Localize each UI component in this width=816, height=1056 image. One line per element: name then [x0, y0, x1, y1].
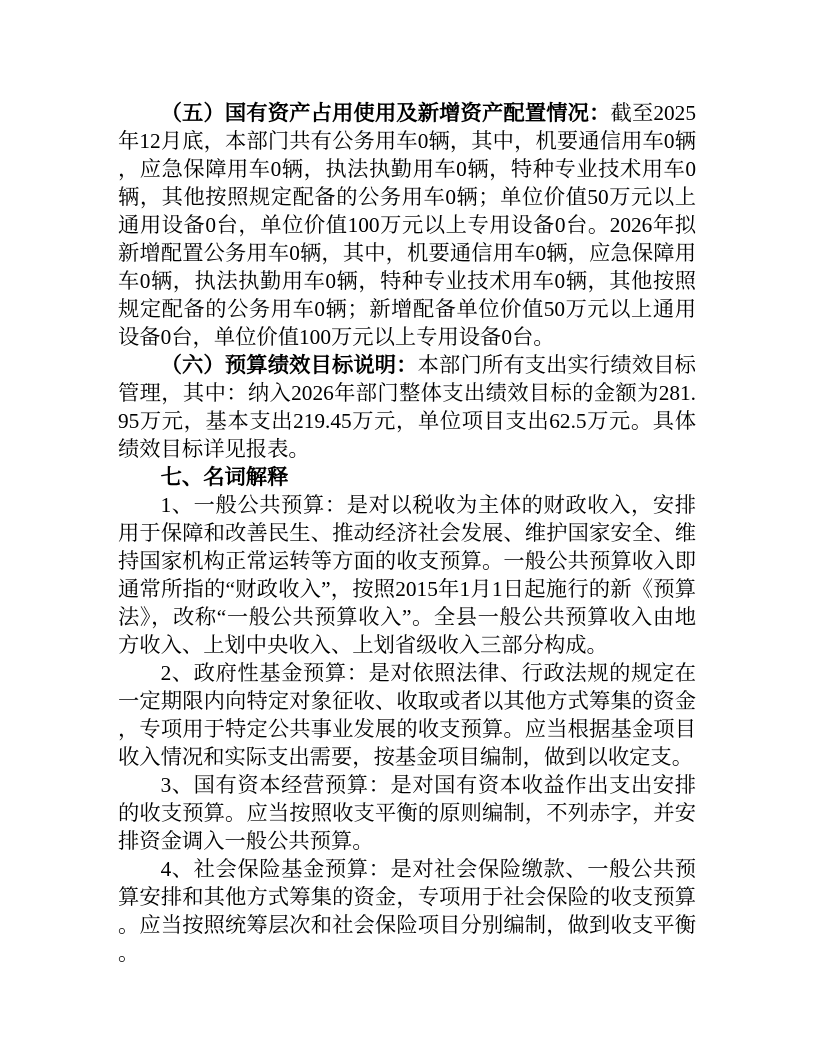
paragraph-performance-goals	[118, 351, 696, 463]
glossary-section-heading: 七、名词解释	[160, 465, 289, 489]
document-content	[118, 99, 696, 967]
paragraph-performance-goals-body: 本部门所有支出实行绩效目标管理，其中：纳入2026年部门整体支出绩效目标的金额为281.95万元，基本支出219.45万元，单位项目支出62.5万元。具体绩效目标详见报表。	[118, 353, 696, 461]
glossary-item-social-insurance-budget: 4、社会保险基金预算：是对社会保险缴款、一般公共预算安排和其他方式筹集的资金，专项用于社会保险的收支预算。应当按照统筹层次和社会保险项目分别编制，做到收支平衡。	[118, 857, 696, 965]
paragraph-asset-usage-lead: （五）国有资产占用使用及新增资产配置情况：	[160, 101, 611, 125]
paragraph-asset-usage	[118, 99, 696, 351]
paragraph-performance-goals-lead: （六）预算绩效目标说明：	[160, 353, 418, 377]
glossary-item-general-public-budget: 1、一般公共预算：是对以税收为主体的财政收入，安排用于保障和改善民生、推动经济社会发展、维护国家安全、维持国家机构正常运转等方面的收支预算。一般公共预算收入即通常所指的“财政收入”，按照2015年1月1日起施行的新《预算法》，改称“一般公共预算收入”。全县一般公共预算收入由地方收入、上划中央收入、上划省级收入三部分构成。	[118, 493, 696, 657]
glossary-item-state-capital-budget: 3、国有资本经营预算：是对国有资本收益作出支出安排的收支预算。应当按照收支平衡的原则编制，不列赤字，并安排资金调入一般公共预算。	[118, 773, 696, 853]
paragraph-asset-usage-body: 截至2025年12月底，本部门共有公务用车0辆，其中，机要通信用车0辆，应急保障用车0辆，执法执勤用车0辆，特种专业技术用车0辆，其他按照规定配备的公务用车0辆；单位价值50万元以上通用设备0台，单位价值100万元以上专用设备0台。2026年拟新增配置公务用车0辆，其中，机要通信用车0辆，应急保障用车0辆，执法执勤用车0辆，特种专业技术用车0辆，其他按照规定配备的公务用车0辆；新增配备单位价值50万元以上通用设备0台，单位价值100万元以上专用设备0台。	[118, 101, 696, 349]
glossary-item-government-fund-budget: 2、政府性基金预算：是对依照法律、行政法规的规定在一定期限内向特定对象征收、收取或者以其他方式筹集的资金，专项用于特定公共事业发展的收支预算。应当根据基金项目收入情况和实际支出需要，按基金项目编制，做到以收定支。	[118, 661, 696, 769]
